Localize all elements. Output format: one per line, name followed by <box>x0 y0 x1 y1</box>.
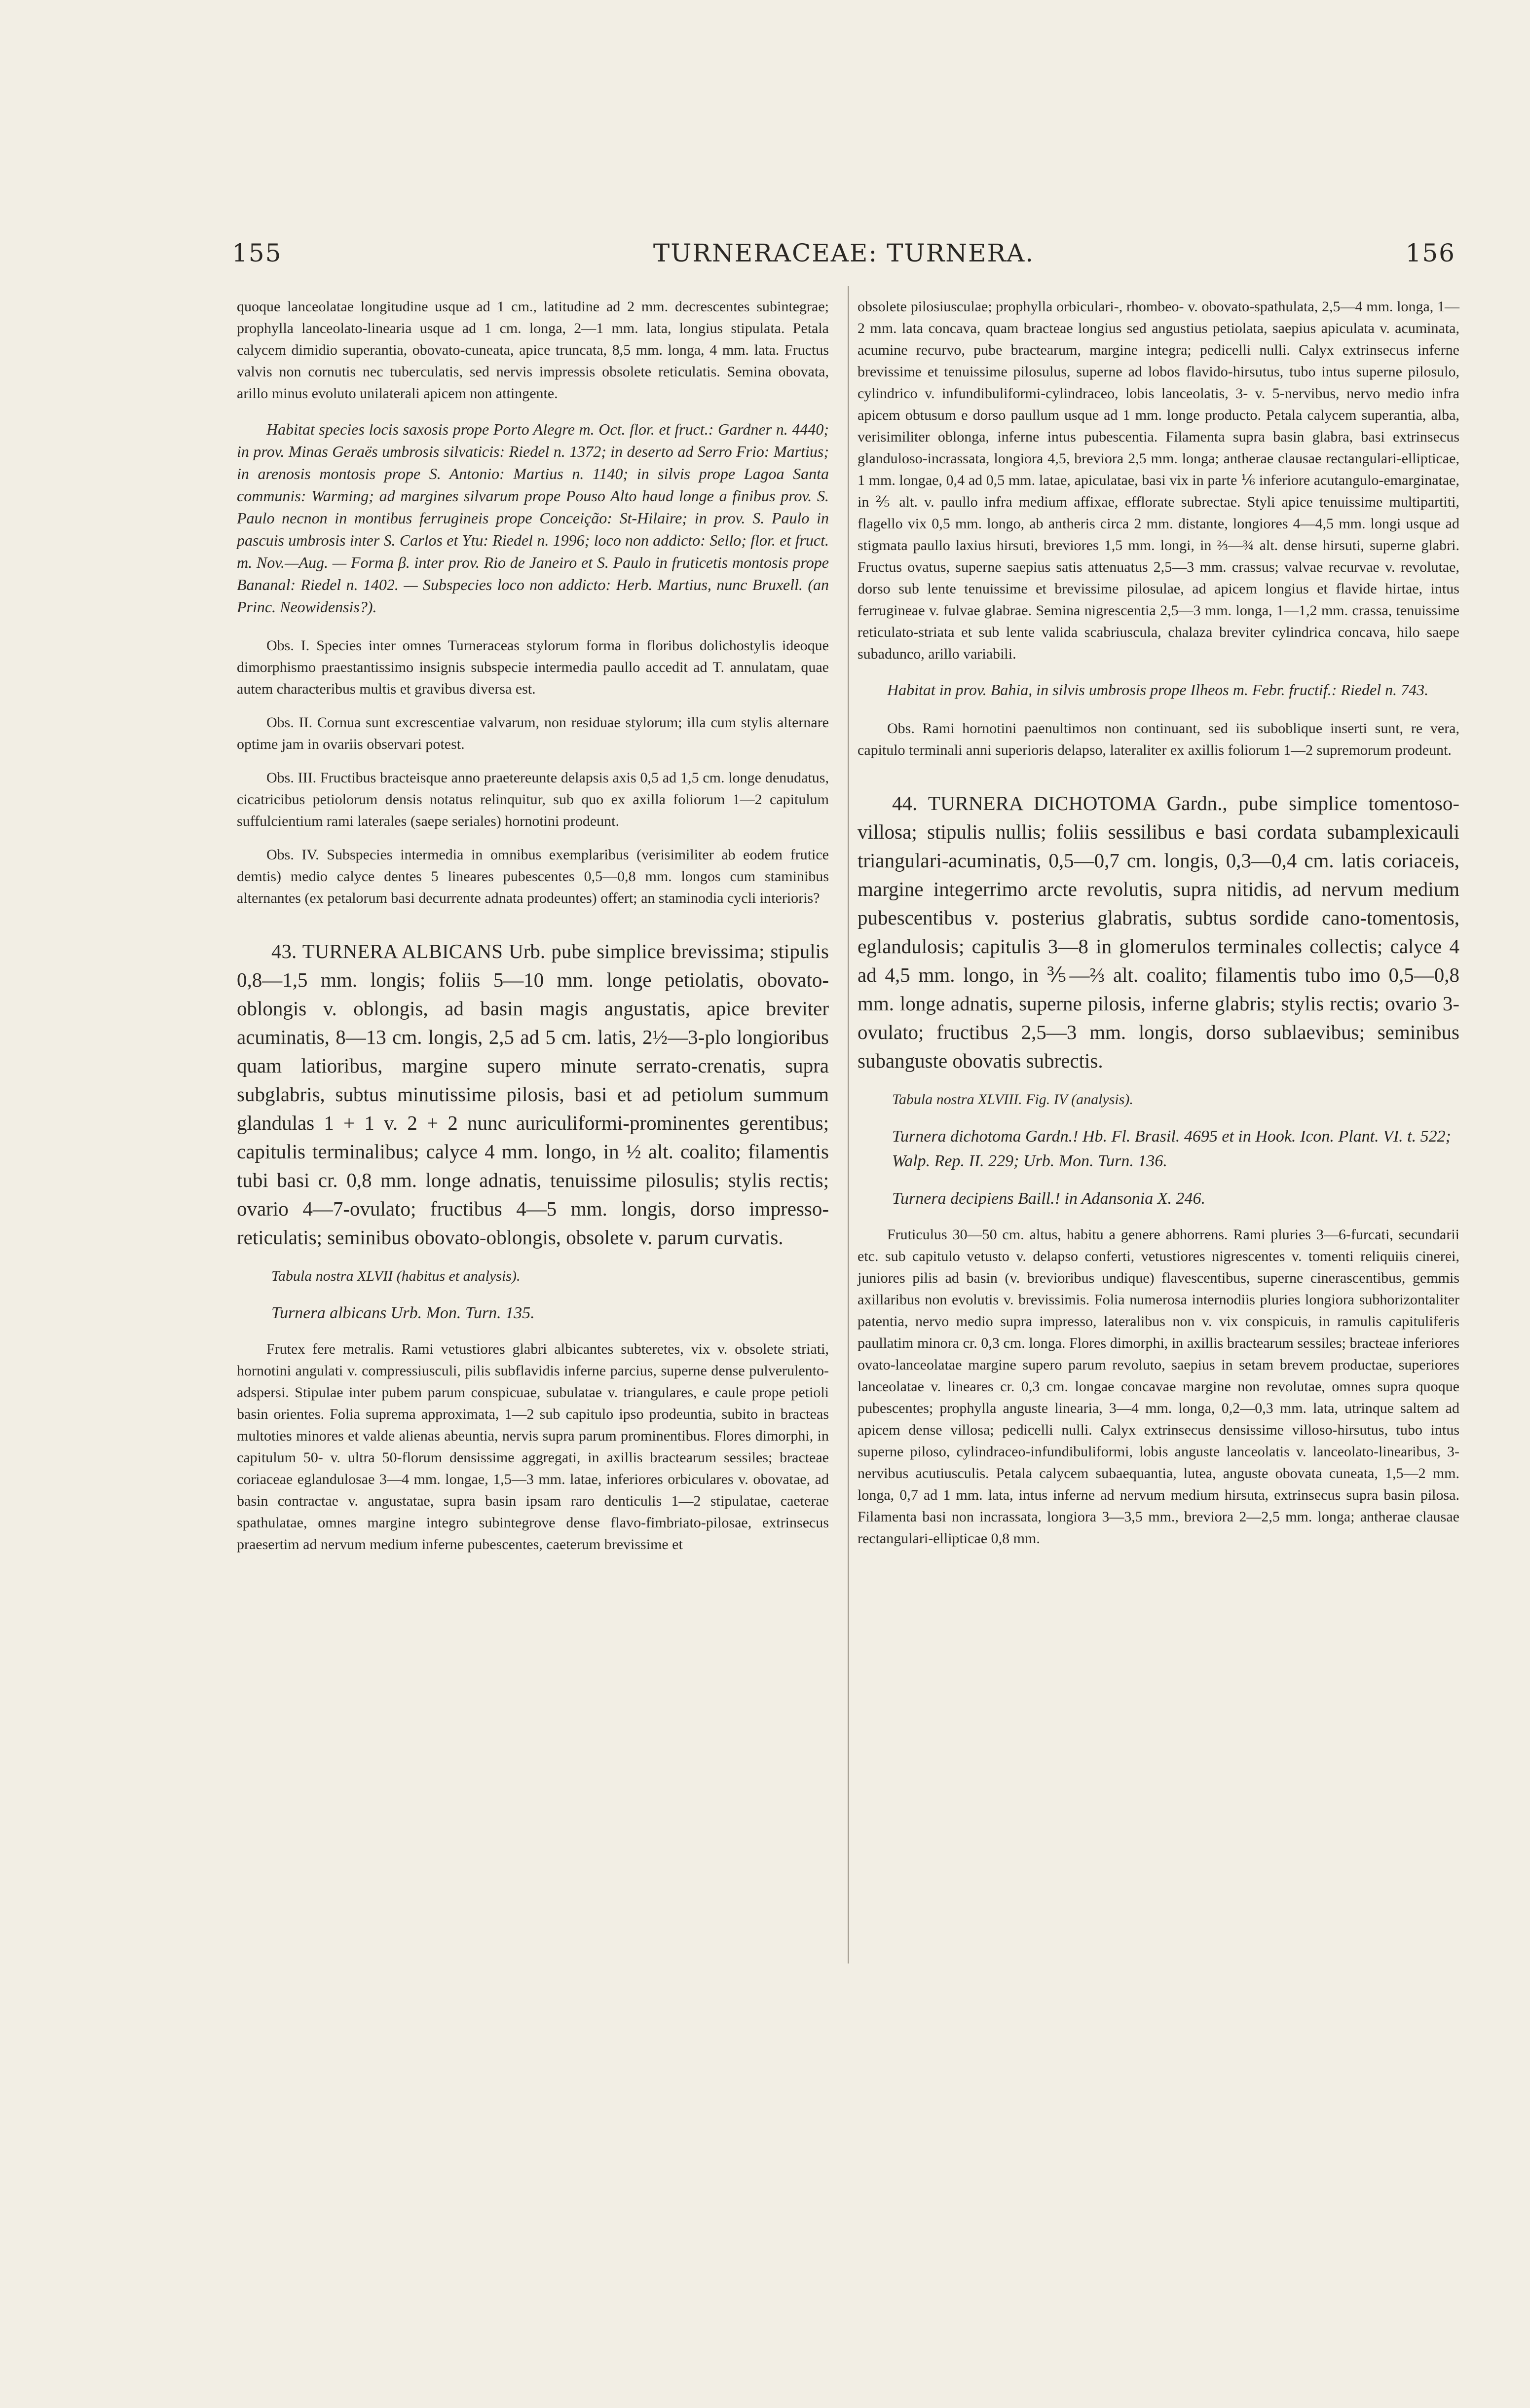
species-43-description: Frutex fere metralis. Rami vetustiores glabri albicantes subteretes, vix v. obsolete striati, hornotini angulati v. compressiusculi, pilis subflavidis inferne parcius, superne dense pulverulento-adspersi. Stipulae inter pubem parum conspicuae, subulatae v. triangulares, e caule prope petioli basin orientes. Folia suprema approximata, 1—2 sub capitulo ipso prodeuntia, subito in bracteas multoties minores et valde alienas abeuntia, nervis supra parum prominentibus. Flores dimorphi, in capitulum 50- v. ultra 50-florum densissime aggregati, in axillis bractearum sessiles; bracteae coriaceae eglandulosae 3—4 mm. longae, 1,5—3 mm. latae, inferiores orbiculares v. obovatae, ad basin contractae v. angustatae, supra basin ipsam raro denticulis 1—2 stipulatae, caeterae spathulatae, omnes margine integro subintegrove dense flavo-fimbriato-pilosae, extrinsecus praesertim ad nervum medium inferne pubescentes, caeterum brevissime et <box>237 1341 829 1553</box>
observation-3: Obs. III. Fructibus bracteisque anno praetereunte delapsis axis 0,5 ad 1,5 cm. longe denudatus, cicatricibus petiolorum densis notatus relinquitur, sub quo ex axilla foliorum 1—2 capitulum suffulcientium rami laterales (saepe seriales) hornotini prodeunt. <box>237 770 829 829</box>
page-header <box>232 239 1455 278</box>
running-title: TURNERACEAE: TURNERA. <box>653 239 1035 267</box>
continued-description-right: obsolete pilosiusculae; prophylla orbiculari-, rhombeo- v. obovato-spathulata, 2,5—4 mm. longa, 1—2 mm. lata concava, quam bracteae longius sed angustius petiolata, saepius apiculata v. acuminata, acumine recurvo, pube bractearum, margine integra; pedicelli nulli. Calyx extrinsecus inferne brevissime et tenuissime pilosulus, superne ad lobos flavido-hirsutus, tubo intus superne pilosulo, cylindrico v. infundibuliformi-cylindraceo, lobis lanceolatis, 3- v. 5-nervibus, nervo medio infra apicem obtusum e dorso paullum usque ad 1 mm. longe producto. Petala calycem superantia, alba, verisimiliter oblonga, inferne intus pubescentia. Filamenta supra basin glabra, basi extrinsecus glanduloso-incrassata, longiora 4,5, breviora 2,5 mm. longa; antherae clausae rectangulari-ellipticae, 1 mm. longae, 0,4 ad 0,5 mm. latae, apiculatae, basi vix in parte ⅙ inferiore acutangulo-emarginatae, in ⅖ alt. v. paullo infra medium affixae, efflorate subrectae. Styli apice tenuissime multipartiti, flagello vix 0,5 mm. longo, ab antheris circa 2 mm. distante, longiores 4—4,5 mm. longi usque ad stigmata paullo laxius hirsuti, breviores 1,5 mm. longi, in ⅔—¾ alt. dense hirsuti, superne glabri. Fructus ovatus, superne saepius satis attenuatus 2,5—3 mm. crassus; valvae recurvae v. revolutae, dorso sub lente tenuissime et brevissime pilosulae, ad apicem longius et flavide hirtae, intus ferrugineae v. fulvae glabrae. Semina nigrescentia 2,5—3 mm. longa, 1—1,2 mm. crassa, tenuissime reticulato-striata et sub lente valida scabriuscula, chalaza breviter cylindrica concava, hilo saepe subadunco, arillo variabili. <box>858 298 1459 662</box>
observation-2: Obs. II. Cornua sunt excrescentiae valvarum, non residuae stylorum; illa cum stylis alternare optime jam in ovariis observari potest. <box>237 714 829 752</box>
habitat-paragraph-right: Habitat in prov. Bahia, in silvis umbrosis prope Ilheos m. Febr. fructif.: Riedel n. 743. <box>887 681 1429 699</box>
species-43-citation: Turnera albicans Urb. Mon. Turn. 135. <box>271 1304 535 1322</box>
habitat-paragraph: Habitat species locis saxosis prope Porto Alegre m. Oct. flor. et fruct.: Gardner n. 4440; in prov. Minas Geraës umbrosis silvaticis: Riedel n. 1372; in deserto ad Serro Frio: Martius; in arenosis montosis prope S. Antonio: Martius n. 1140; in silvis prope Lagoa Santa communis: Warming; ad margines silvarum prope Pouso Alto haud longe a finibus prov. S. Paulo necnon in montibus ferrugineis prope Conceição: St-Hilaire; in prov. S. Paulo in pascuis umbrosis inter S. Carlos et Ytu: Riedel n. 1996; loco non addicto: Sello; flor. et fruct. m. Nov.—Aug. — Forma β. inter prov. Rio de Janeiro et S. Paulo in fruticetis montosis prope Bananal: Riedel n. 1402. — Subspecies loco non addicto: Herb. Martius, nunc Bruxell. (an Princ. Neowidensis?). <box>237 420 829 616</box>
species-43-diagnosis: 43. TURNERA ALBICANS Urb. pube simplice brevissima; stipulis 0,8—1,5 mm. longis; foliis 5—10 mm. longe petiolatis, obovato-oblongis v. oblongis, ad basin magis angustatis, apice breviter acuminatis, 8—13 cm. longis, 2,5 ad 5 cm. latis, 2½—3-plo longioribus quam latioribus, margine supero minute serrato-crenatis, supra subglabris, subtus minutissime pilosis, basi et ad petiolum summum glandulas 1 + 1 v. 2 + 2 nunc auriculiformi-prominentes gerentibus; capitulis terminalibus; calyce 4 mm. longo, in ½ alt. coalito; filamentis tubi basi cr. 0,8 mm. longe adnatis, tenuissime pilosulis; stylis rectis; ovario 4—7-ovulato; fructibus 4—5 mm. longis, dorso impresso-reticulatis; seminibus obovato-oblongis, obsolete v. parum curvatis. <box>237 940 829 1249</box>
species-43-plate-reference: Tabula nostra XLVII (habitus et analysis). <box>271 1268 521 1284</box>
right-column <box>858 296 1459 1563</box>
left-column <box>237 296 829 1569</box>
observation-4: Obs. IV. Subspecies intermedia in omnibus exemplaribus (verisimiliter ab eodem frutice demtis) medio calyce dentes 5 lineares pubescentes 0,5—0,8 mm. longos cum staminibus alternantes (ex petalorum basi decurrente adnata prodeuntes) offert; an staminodia cycli interioris? <box>237 847 829 906</box>
species-44-diagnosis: 44. TURNERA DICHOTOMA Gardn., pube simplice tomentoso-villosa; stipulis nullis; foliis sessilibus e basi cordata subamplexicauli triangulari-acuminatis, 0,5—0,7 cm. longis, 0,3—0,4 cm. latis coriaceis, margine integerrimo arcte revolutis, supra nitidis, ad nervum medium pubescentibus v. posterius glabratis, subtus sordide cano-tomentosis, eglandulosis; capitulis 3—8 in glomerulos terminales collectis; calyce 4 ad 4,5 mm. longo, in ⅗—⅔ alt. coalito; filamentis tubo imo 0,5—0,8 mm. longe adnatis, superne pilosis, inferne glabris; stylis rectis; ovario 3-ovulato; fructibus 2,5—3 mm. longis, dorso sublaevibus; seminibus subanguste obovatis subrectis. <box>858 792 1459 1072</box>
species-44-description: Fruticulus 30—50 cm. altus, habitu a genere abhorrens. Rami pluries 3—6-furcati, secundarii etc. sub capitulo vetusto v. delapso conferti, vetustiores nigrescentes v. tomenti reliquiis cinerei, juniores pilis ad basin (v. brevioribus undique) flavescentibus, superne cinerascentibus, gemmis axillaribus non evolutis v. brevissimis. Folia numerosa internodiis pluries longiora subhorizontaliter patentia, nervo medio supra impresso, lateralibus non v. vix conspicuis, in ramulis capituliferis paullatim minora cr. 0,3 cm. longa. Flores dimorphi, in axillis bractearum sessiles; bracteae inferiores ovato-lanceolatae margine supero parum revoluto, saepius in setam brevem productae, superiores lanceolatae v. lineares cr. 0,3 cm. longae concavae margine non revolutae, omnes supra quoque pubescentes; prophylla anguste linearia, 3—4 mm. longa, 0,2—0,3 mm. lata, utrinque saltem ad apicem dense villosa; pedicelli nulli. Calyx extrinsecus densissime villoso-hirsutus, tubo intus superne piloso, cylindraceo-infundibuliformi, lobis anguste lanceolatis v. lanceolato-linearibus, 3-nervibus acutiusculis. Petala calycem subaequantia, lutea, anguste obovata cuneata, 1,5—2 mm. longa, 0,7 ad 1 mm. lata, intus inferne ad nervum medium hirsuta, extrinsecus supra basin pilosa. Filamenta basi non incrassata, longiora 3—3,5 mm., breviora 2—2,5 mm. longa; antherae clausae rectangulari-ellipticae 0,8 mm. <box>858 1226 1459 1547</box>
column-divider <box>848 286 849 1963</box>
species-44-citation-2: Turnera decipiens Baill.! in Adansonia X. 246. <box>892 1189 1205 1208</box>
species-44-plate-reference: Tabula nostra XLVIII. Fig. IV (analysis). <box>892 1091 1133 1108</box>
page-number-right: 156 <box>1405 239 1455 267</box>
observation-1: Obs. I. Species inter omnes Turneraceas stylorum forma in floribus dolichostylis ideoque dimorphismo praestantissimo insignis subspecie intermedia paullo accedit ad T. annulatam, quae autem characteribus multis et gravibus diversa est. <box>237 637 829 697</box>
continued-description: quoque lanceolatae longitudine usque ad 1 cm., latitudine ad 2 mm. decrescentes subintegrae; prophylla lanceolato-linearia usque ad 1 cm. longa, 2—1 mm. lata, longius stipulata. Petala calycem dimidio superantia, obovato-cuneata, apice truncata, 8,5 mm. longa, 4 mm. lata. Fructus valvis non cornutis nec tuberculatis, sed nervis impressis obsolete reticulatis. Semina obovata, arillo minus evoluto unilaterali apicem non attingente. <box>237 298 829 402</box>
observation-right: Obs. Rami hornotini paenultimos non continuant, sed iis suboblique inserti sunt, re vera, capitulo terminali anni superioris delapso, lateraliter ex axillis foliorum 1—2 supremorum prodeunt. <box>858 720 1459 758</box>
page-number-left: 155 <box>232 239 282 267</box>
species-44-citation-1: Turnera dichotoma Gardn.! Hb. Fl. Brasil. 4695 et in Hook. Icon. Plant. VI. t. 522; Walp. Rep. II. 229; Urb. Mon. Turn. 136. <box>892 1127 1451 1170</box>
